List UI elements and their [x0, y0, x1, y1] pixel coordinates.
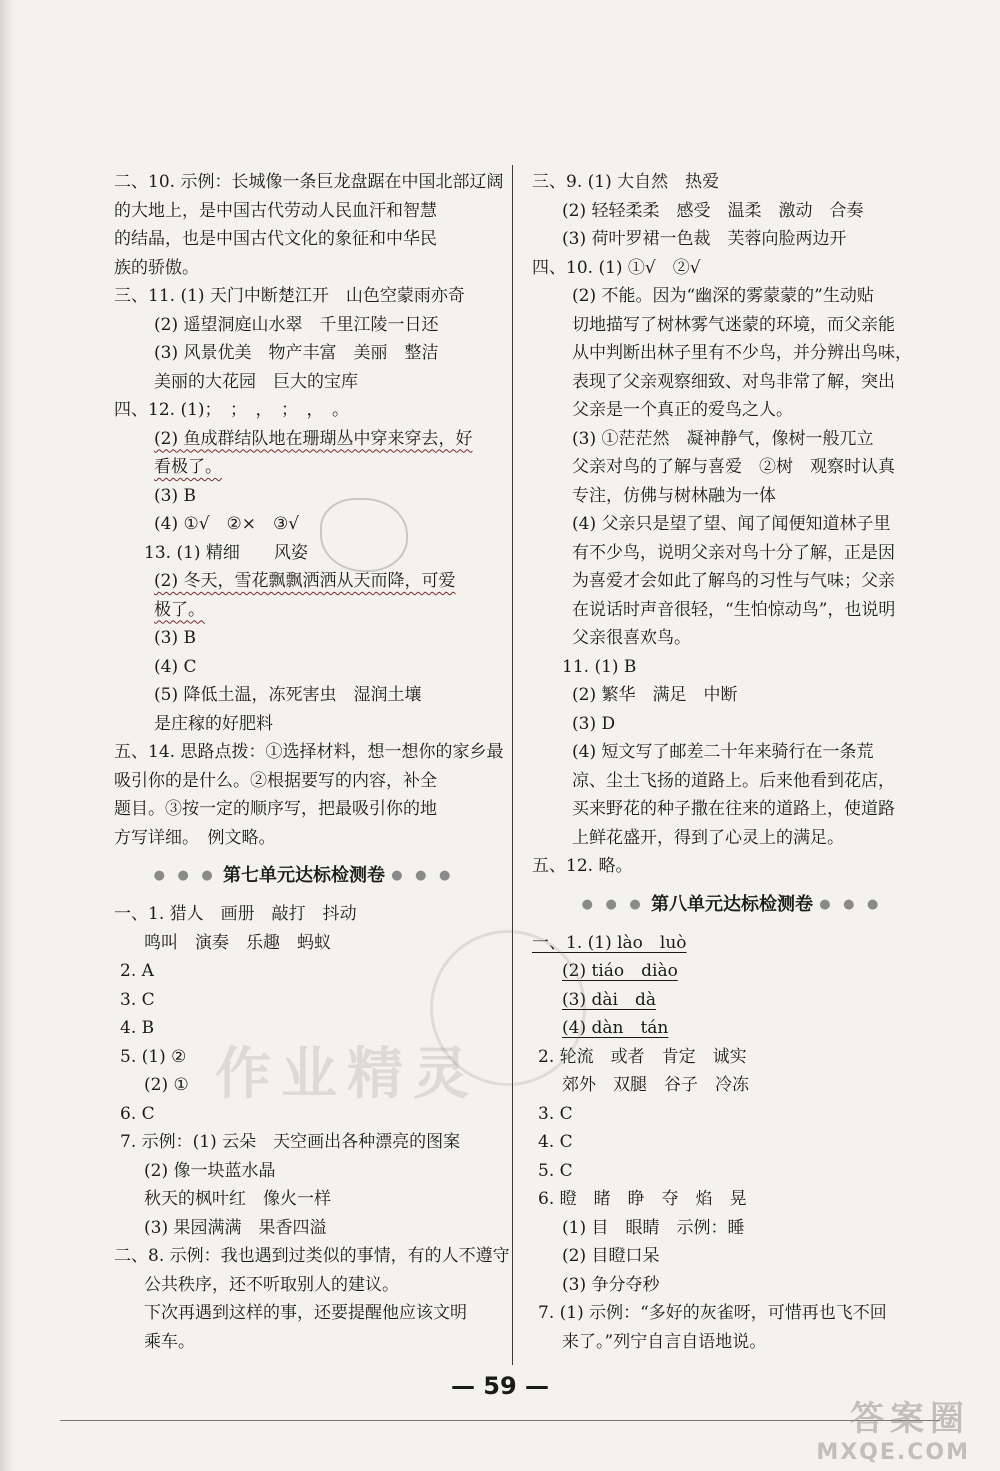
page-number: — 59 — — [450, 1372, 550, 1400]
answer-line — [532, 738, 932, 767]
answer-line — [114, 900, 494, 929]
answer-line — [532, 1043, 932, 1072]
answer-line — [114, 396, 494, 425]
unit7-title: 第七单元达标检测卷 — [223, 865, 385, 886]
answer-text: (4) 父亲只是望了望、闻了闻便知道林子里 — [572, 514, 891, 534]
answer-line — [532, 929, 932, 958]
answer-text: 三、9. (1) 大自然 热爱 — [532, 172, 720, 192]
answer-text: 4. B — [120, 1018, 155, 1038]
answer-text: (2) 繁华 满足 中断 — [572, 685, 738, 705]
answer-text: 7. (1) 示例：“多好的灰雀呀，可惜再也飞不回 — [538, 1303, 887, 1323]
answer-line — [114, 1185, 494, 1214]
answer-line — [114, 1214, 494, 1243]
answer-text: (4) ①√ ②× ③√ — [154, 514, 300, 534]
answer-line — [114, 168, 504, 197]
answer-text: 6. 瞪 睹 睁 夺 焰 晃 — [538, 1189, 747, 1209]
answer-text: 专注，仿佛与树林融为一体 — [572, 485, 776, 506]
site-logo — [816, 1391, 970, 1465]
answer-text: 来了。”列宁自言自语地说。 — [562, 1331, 767, 1352]
stamp-seal-icon — [320, 498, 408, 572]
answer-line — [114, 225, 494, 254]
answer-line — [532, 510, 932, 539]
answer-text: 秋天的枫叶红 像火一样 — [144, 1189, 331, 1209]
answer-line — [532, 824, 932, 853]
answer-text: 3. C — [538, 1103, 573, 1124]
answer-text: 族的骄傲。 — [114, 257, 199, 278]
answer-text: 题目。③按一定的顺序写，把最吸引你的地 — [114, 799, 437, 819]
answer-line — [532, 852, 932, 881]
answer-line — [114, 254, 494, 283]
site-logo-url: MXQE.COM — [816, 1440, 970, 1465]
answer-line — [532, 368, 932, 397]
watermark-text: 作业精灵 — [215, 1042, 479, 1107]
answer-text: (2) 像一块蓝水晶 — [144, 1160, 276, 1181]
answer-line — [532, 453, 932, 482]
answer-text: 四、10. (1) ①√ ②√ — [532, 257, 701, 278]
answer-line — [114, 368, 494, 397]
answer-line — [532, 339, 932, 368]
answer-line — [532, 624, 932, 653]
answer-text: 凉、尘土飞扬的道路上。后来他看到花店， — [572, 770, 895, 791]
answer-line — [114, 929, 494, 958]
answer-text: 二、10. 示例：长城像一条巨龙盘踞在中国北部辽阔 — [114, 172, 504, 192]
answer-line — [532, 1100, 932, 1129]
answer-line — [114, 453, 494, 482]
answer-line — [532, 282, 932, 311]
heading-dots-left: ● ● ● — [581, 896, 645, 912]
answer-text: 是庄稼的好肥料 — [154, 713, 273, 734]
answer-text: (3) dài dà — [562, 989, 656, 1010]
answer-text: 看极了。 — [154, 457, 222, 477]
answer-line — [532, 653, 932, 682]
answer-line — [532, 1271, 932, 1300]
page-edge — [0, 0, 14, 1471]
unit8-title: 第八单元达标检测卷 — [651, 893, 813, 915]
answer-line — [114, 710, 494, 739]
answer-line — [114, 510, 494, 539]
answer-text: 一、1. (1) lào luò — [532, 932, 687, 953]
answer-line — [114, 1242, 510, 1271]
answer-text: (4) C — [154, 656, 197, 677]
answer-text: 父亲对鸟的了解与喜爱 ②树 观察时认真 — [572, 457, 895, 477]
answer-text: 郊外 双腿 谷子 冷冻 — [562, 1075, 749, 1095]
answer-text: (4) 短文写了邮差二十年来骑行在一条荒 — [572, 742, 874, 762]
answer-text: (2) 轻轻柔柔 感受 温柔 激动 合奏 — [562, 200, 864, 221]
answer-text: 美丽的大花园 巨大的宝库 — [154, 371, 358, 392]
answer-text: 的大地上，是中国古代劳动人民血汗和智慧 — [114, 200, 437, 221]
answer-text: 五、14. 思路点拨：①选择材料，想一想你的家乡最 — [114, 742, 504, 762]
answer-text: 吸引你的是什么。②根据要写的内容，补全 — [114, 770, 437, 791]
answer-line — [532, 1299, 932, 1328]
answer-text: 11. (1) B — [562, 656, 637, 677]
left-answers-unit7 — [114, 900, 510, 1356]
answer-text: 下次再遇到这样的事，还要提醒他应该文明 — [144, 1303, 467, 1323]
site-logo-text: 答案圈 — [850, 1399, 970, 1439]
answer-line — [114, 482, 494, 511]
answer-text: (3) 争分夺秒 — [562, 1274, 660, 1295]
unit8-heading — [532, 881, 932, 929]
answer-line — [114, 738, 504, 767]
answer-text: 父亲是一个真正的爱鸟之人。 — [572, 400, 793, 420]
right-answers-unit7 — [532, 168, 932, 881]
answer-text: 2. A — [120, 961, 154, 981]
answer-line — [114, 1328, 494, 1357]
answer-text: 从中判断出林子里有不少鸟，并分辨出鸟味， — [572, 343, 912, 363]
answer-text: 有不少鸟，说明父亲对鸟十分了解，正是因 — [572, 542, 895, 563]
answer-text: 三、11. (1) 天门中断楚江开 山色空蒙雨亦奇 — [114, 286, 465, 306]
answer-text: (2) tiáo diào — [562, 961, 678, 981]
answer-line — [114, 311, 494, 340]
answer-text: (2) 遥望洞庭山水翠 千里江陵一日还 — [154, 314, 439, 335]
answer-text: (4) dàn tán — [562, 1018, 669, 1038]
answer-line — [532, 1071, 932, 1100]
answer-line — [532, 795, 932, 824]
answer-text: 2. 轮流 或者 肯定 诚实 — [538, 1046, 747, 1067]
answer-line — [532, 957, 932, 986]
answer-text: (2) 冬天，雪花飘飘洒洒从天而降，可爱 — [154, 571, 456, 591]
answer-text: 6. C — [120, 1103, 155, 1124]
answer-text: (3) 果园满满 果香四溢 — [144, 1217, 327, 1238]
answer-line — [532, 681, 932, 710]
answer-line — [114, 282, 494, 311]
answer-text: (3) 风景优美 物产丰富 美丽 整洁 — [154, 343, 439, 363]
answer-text: 鸣叫 演奏 乐趣 蚂蚁 — [144, 932, 331, 953]
answer-line — [532, 1185, 932, 1214]
answer-text: 方写详细。 例文略。 — [114, 827, 276, 848]
answer-text: 四、12. (1)； ； ， ； ， 。 — [114, 400, 350, 420]
answer-text: 公共秩序，还不听取别人的建议。 — [144, 1274, 399, 1295]
answer-text: 4. C — [538, 1132, 573, 1152]
column-divider — [512, 165, 513, 1365]
heading-dots-right: ● ● ● — [819, 896, 883, 912]
answer-text: 二、8. 示例：我也遇到过类似的事情，有的人不遵守 — [114, 1246, 510, 1266]
answer-text: (2) 不能。因为“幽深的雾蒙蒙的”生动贴 — [572, 286, 874, 306]
answer-line — [114, 339, 494, 368]
answer-text: 3. C — [120, 989, 155, 1010]
answer-text: 上鲜花盛开，得到了心灵上的满足。 — [572, 827, 844, 848]
answer-line — [532, 767, 932, 796]
answer-text: 13. (1) 精细 风姿 — [144, 542, 308, 563]
answer-line — [532, 254, 932, 283]
answer-line — [532, 1214, 932, 1243]
answer-line — [114, 681, 494, 710]
right-answers-unit8 — [532, 929, 932, 1357]
heading-dots-right: ● ● ● — [391, 868, 455, 883]
answer-line — [114, 767, 494, 796]
answer-line — [114, 567, 494, 596]
answer-line — [114, 624, 494, 653]
answer-text: 为喜爱才会如此了解鸟的习性与气味；父亲 — [572, 571, 895, 591]
answer-line — [532, 710, 932, 739]
answer-line — [114, 824, 494, 853]
answer-line — [114, 197, 494, 226]
answer-text: 的结晶，也是中国古代文化的象征和中华民 — [114, 229, 437, 249]
answer-text: 一、1. 猎人 画册 敲打 抖动 — [114, 904, 357, 924]
answer-text: (3) B — [154, 485, 196, 506]
answer-line — [114, 1128, 494, 1157]
answer-line — [532, 1157, 932, 1186]
answer-text: 表现了父亲观察细致、对鸟非常了解，突出 — [572, 371, 895, 392]
unit7-heading — [114, 852, 494, 900]
answer-line — [532, 1014, 932, 1043]
answer-text: 五、12. 略。 — [532, 856, 633, 876]
answer-line — [532, 482, 932, 511]
answer-line — [532, 1128, 932, 1157]
answer-line — [532, 986, 932, 1015]
bottom-rule — [60, 1420, 940, 1421]
answer-line — [532, 225, 932, 254]
answer-text: 极了。 — [154, 599, 205, 620]
answer-text: (2) ① — [144, 1075, 189, 1095]
answer-line — [114, 425, 494, 454]
heading-dots-left: ● ● ● — [153, 868, 217, 883]
answer-line — [532, 1328, 932, 1357]
answer-line — [114, 653, 494, 682]
answer-line — [532, 425, 932, 454]
answer-text: 买来野花的种子撒在往来的道路上，使道路 — [572, 799, 895, 819]
answer-text: 乘车。 — [144, 1331, 195, 1352]
answer-text: (3) B — [154, 628, 196, 648]
answer-text: 5. C — [538, 1160, 573, 1181]
answer-line — [114, 539, 494, 568]
left-column — [114, 168, 510, 1356]
answer-line — [532, 197, 932, 226]
answer-line — [532, 567, 932, 596]
answer-line — [532, 596, 932, 625]
answer-line — [114, 795, 494, 824]
answer-text: (5) 降低土温，冻死害虫 湿润土壤 — [154, 685, 422, 705]
answer-line — [532, 311, 932, 340]
answer-text: (3) 荷叶罗裙一色裁 芙蓉向脸两边开 — [562, 229, 847, 249]
answer-line — [114, 1157, 494, 1186]
answer-text: 7. 示例：(1) 云朵 天空画出各种漂亮的图案 — [120, 1132, 461, 1152]
answer-text: 5. (1) ② — [120, 1046, 187, 1067]
left-answers-unit6 — [114, 168, 504, 852]
answer-text: (3) ①茫茫然 凝神静气，像树一般兀立 — [572, 428, 874, 449]
answer-line — [532, 1242, 932, 1271]
answer-text: 切地描写了树林雾气迷蒙的环境，而父亲能 — [572, 314, 895, 335]
answer-line — [532, 539, 932, 568]
answer-line — [114, 1271, 494, 1300]
answer-text: (3) D — [572, 713, 616, 734]
answer-text: 在说话时声音很轻，“生怕惊动鸟”，也说明 — [572, 599, 896, 620]
answer-line — [532, 396, 932, 425]
answer-text: (2) 鱼成群结队地在珊瑚丛中穿来穿去，好 — [154, 428, 473, 449]
right-column — [532, 168, 932, 1356]
answer-line — [114, 596, 494, 625]
answer-line — [532, 168, 932, 197]
answer-text: 父亲很喜欢鸟。 — [572, 628, 691, 648]
answer-line — [114, 1299, 494, 1328]
answer-text: (2) 目瞪口呆 — [562, 1246, 660, 1266]
answer-text: (1) 目 眼睛 示例：睡 — [562, 1217, 745, 1238]
